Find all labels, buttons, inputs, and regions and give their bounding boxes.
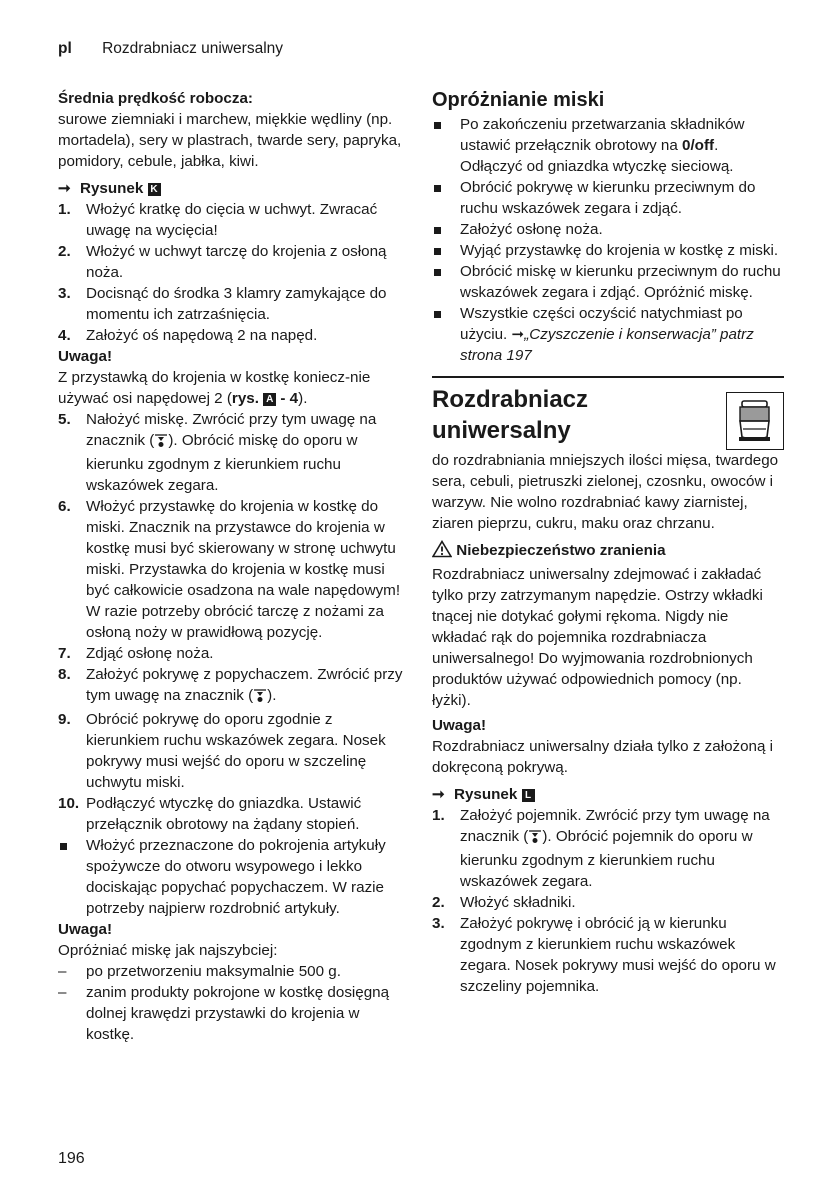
steps-list-2 (58, 409, 408, 835)
empty-bullet-list (432, 114, 784, 366)
section-title: Rozdrabniacz uniwersalny (432, 386, 589, 444)
warning-triangle-icon (432, 540, 452, 564)
figure-label: Rysunek (454, 786, 518, 803)
bullet-icon (60, 843, 67, 850)
list-item: 6. Włożyć przystawkę do krojenia w kostkę do miski. Znacznik na przystawce do krojenia w kostkę musi być skierowany w stronę uchwytu miski. Przystawka do krojenia w kostkę musi być całkowicie osadzona na wale napędowym! W razie potrzeby obrócić tarczę z nożami za osłoną noży w prawidłową pozycję. (58, 498, 401, 641)
list-item: 1. Założyć pojemnik. Zwrócić przy tym uwagę na znacznik ( ). Obrócić pojemnik do oporu w kierunku zgodnym z kierunkiem ruchu wskazówek zegara. (432, 807, 770, 890)
figure-ref (58, 178, 408, 199)
alignment-mark-icon (154, 432, 168, 454)
list-item: Po zakończeniu przetwarzania składników ustawić przełącznik obrotowy na 0/off. Odłączyć od gniazdka wtyczkę sieciową. (432, 114, 784, 177)
list-item: 3. Docisnąć do środka 3 klamry zamykające do momentu ich zatrzaśnięcia. (58, 285, 387, 323)
note2-text: Opróżniać miskę jak najszybciej: (58, 942, 278, 959)
bullet-icon (434, 248, 441, 255)
section-divider (432, 376, 784, 378)
insert-bullet-list (58, 835, 408, 919)
figure-letter: L (522, 789, 535, 802)
left-column (58, 88, 408, 1045)
right-column (432, 88, 784, 997)
arrow-right-icon: ➞ (58, 180, 71, 197)
list-item: – po przetworzeniu maksymalnie 500 g. (58, 963, 341, 980)
chopper-icon (726, 392, 784, 450)
page-header (58, 38, 283, 59)
cross-reference-link[interactable]: „Czyszczenie i konserwacja” patrz strona 197 (460, 326, 754, 364)
list-item: Założyć osłonę noża. (432, 219, 784, 240)
bullet-icon (434, 122, 441, 129)
list-item: 8. Założyć pokrywę z popychaczem. Zwrócić przy tym uwagę na znacznik ( ). (58, 664, 408, 709)
dash-list (58, 961, 408, 1045)
list-item: 4. Założyć oś napędową 2 na napęd. (58, 327, 318, 344)
chopper-steps-list (432, 805, 784, 997)
section-title-block (432, 384, 784, 446)
arrow-right-icon: ➞ (432, 786, 445, 803)
dash-icon: – (58, 984, 67, 1001)
list-item: Włożyć przeznaczone do pokrojenia artykuły spożywcze do otworu wsypowego i lekko dociskając popychać popychaczem. W razie potrzeby najpierw rozdrobnić artykuły. (58, 835, 408, 919)
steps-list-1 (58, 199, 408, 346)
bullet-icon (434, 311, 441, 318)
figure-label: Rysunek (80, 180, 144, 197)
note1-heading: Uwaga! (58, 348, 113, 365)
list-item: 2. Włożyć w uchwyt tarczę do krojenia z osłoną noża. (58, 243, 387, 281)
alignment-mark-icon (253, 687, 267, 709)
list-item: 5. Nałożyć miskę. Zwrócić przy tym uwagę na znacznik ( ). Obrócić miskę do oporu w kierunku zgodnym z kierunkiem ruchu wskazówek zegara. (58, 411, 377, 494)
bullet-icon (434, 227, 441, 234)
list-item: 7. Zdjąć osłonę noża. (58, 645, 214, 662)
arrow-right-icon: ➞ (511, 326, 525, 343)
list-item: 2. Włożyć składniki. (432, 894, 576, 911)
intro-text: do rozdrabniania mniejszych ilości mięsa, twardego sera, cebuli, pietruszki zielonej, czosnku, owoców i warzyw. Nie wolno rozdrabniać kawy ziarnistej, ziaren pieprzu, cukru, maku oraz chrzanu. (432, 452, 779, 532)
header-title: Rozdrabniacz uniwersalny (102, 40, 284, 57)
warning-heading: Niebezpieczeństwo zranienia (432, 540, 784, 564)
alignment-mark-icon (528, 828, 542, 850)
list-item: Wszystkie części oczyścić natychmiast po użyciu. ➞„Czyszczenie i konserwacja” patrz strona 197 (432, 303, 784, 366)
note-text: Rozdrabniacz uniwersalny działa tylko z założoną i dokręconą pokrywą. (432, 738, 774, 776)
list-item: – zanim produkty pokrojone w kostkę dosięgną dolnej krawędzi przystawki do krojenia w kostkę. (58, 984, 390, 1043)
note2-heading: Uwaga! (58, 921, 113, 938)
speed-text: surowe ziemniaki i marchew, miękkie wędliny (np. mortadela), sery w plastrach, twarde sery, papryka, pomidory, cebule, jabłka, kiwi. (58, 111, 402, 170)
warning-text: Rozdrabniacz uniwersalny zdejmować i zakładać tylko przy zatrzymanym napędzie. Ostrzy wkładki tnącej nie dotykać gołymi rękoma. Nigdy nie wkładać rąk do pojemnika rozdrabniacza uniwersalnego! Do wyjmowania rozdrobnionych produktów używać odpowiednich pomocy (np. łyżki). (432, 566, 763, 709)
bullet-icon (434, 185, 441, 192)
list-item: 10. Podłączyć wtyczkę do gniazdka. Ustawić przełącznik obrotowy na żądany stopień. (58, 795, 362, 833)
list-item: Obrócić miskę w kierunku przeciwnym do ruchu wskazówek zegara i zdjąć. Opróżnić miskę. (432, 261, 784, 303)
language-code: pl (58, 40, 72, 57)
list-item: Obrócić pokrywę w kierunku przeciwnym do ruchu wskazówek zegara i zdjąć. (432, 177, 784, 219)
empty-heading: Opróżnianie miski (432, 89, 605, 111)
figure-ref (432, 784, 784, 805)
page-number: 196 (58, 1150, 85, 1167)
bullet-icon (434, 269, 441, 276)
dash-icon: – (58, 963, 67, 980)
note1-text: Z przystawką do krojenia w kostkę koniecz-nie używać osi napędowej 2 (rys. A - 4). (58, 369, 371, 407)
list-item: 1. Włożyć kratkę do cięcia w uchwyt. Zwracać uwagę na wycięcia! (58, 201, 378, 239)
list-item: 9. Obrócić pokrywę do oporu zgodnie z kierunkiem ruchu wskazówek zegara. Nosek pokrywy musi wejść do oporu w szczelinę uchwytu miski. (58, 711, 386, 791)
list-item: Wyjąć przystawkę do krojenia w kostkę z miski. (432, 240, 784, 261)
list-item: 3. Założyć pokrywę i obrócić ją w kierunku zgodnym z kierunkiem ruchu wskazówek zegara. Nosek pokrywy musi wejść do oporu w szczeliny pojemnika. (432, 915, 776, 995)
figure-letter: A (263, 393, 276, 406)
speed-heading: Średnia prędkość robocza: (58, 90, 253, 107)
note-heading: Uwaga! (432, 717, 487, 734)
figure-letter: K (148, 183, 161, 196)
